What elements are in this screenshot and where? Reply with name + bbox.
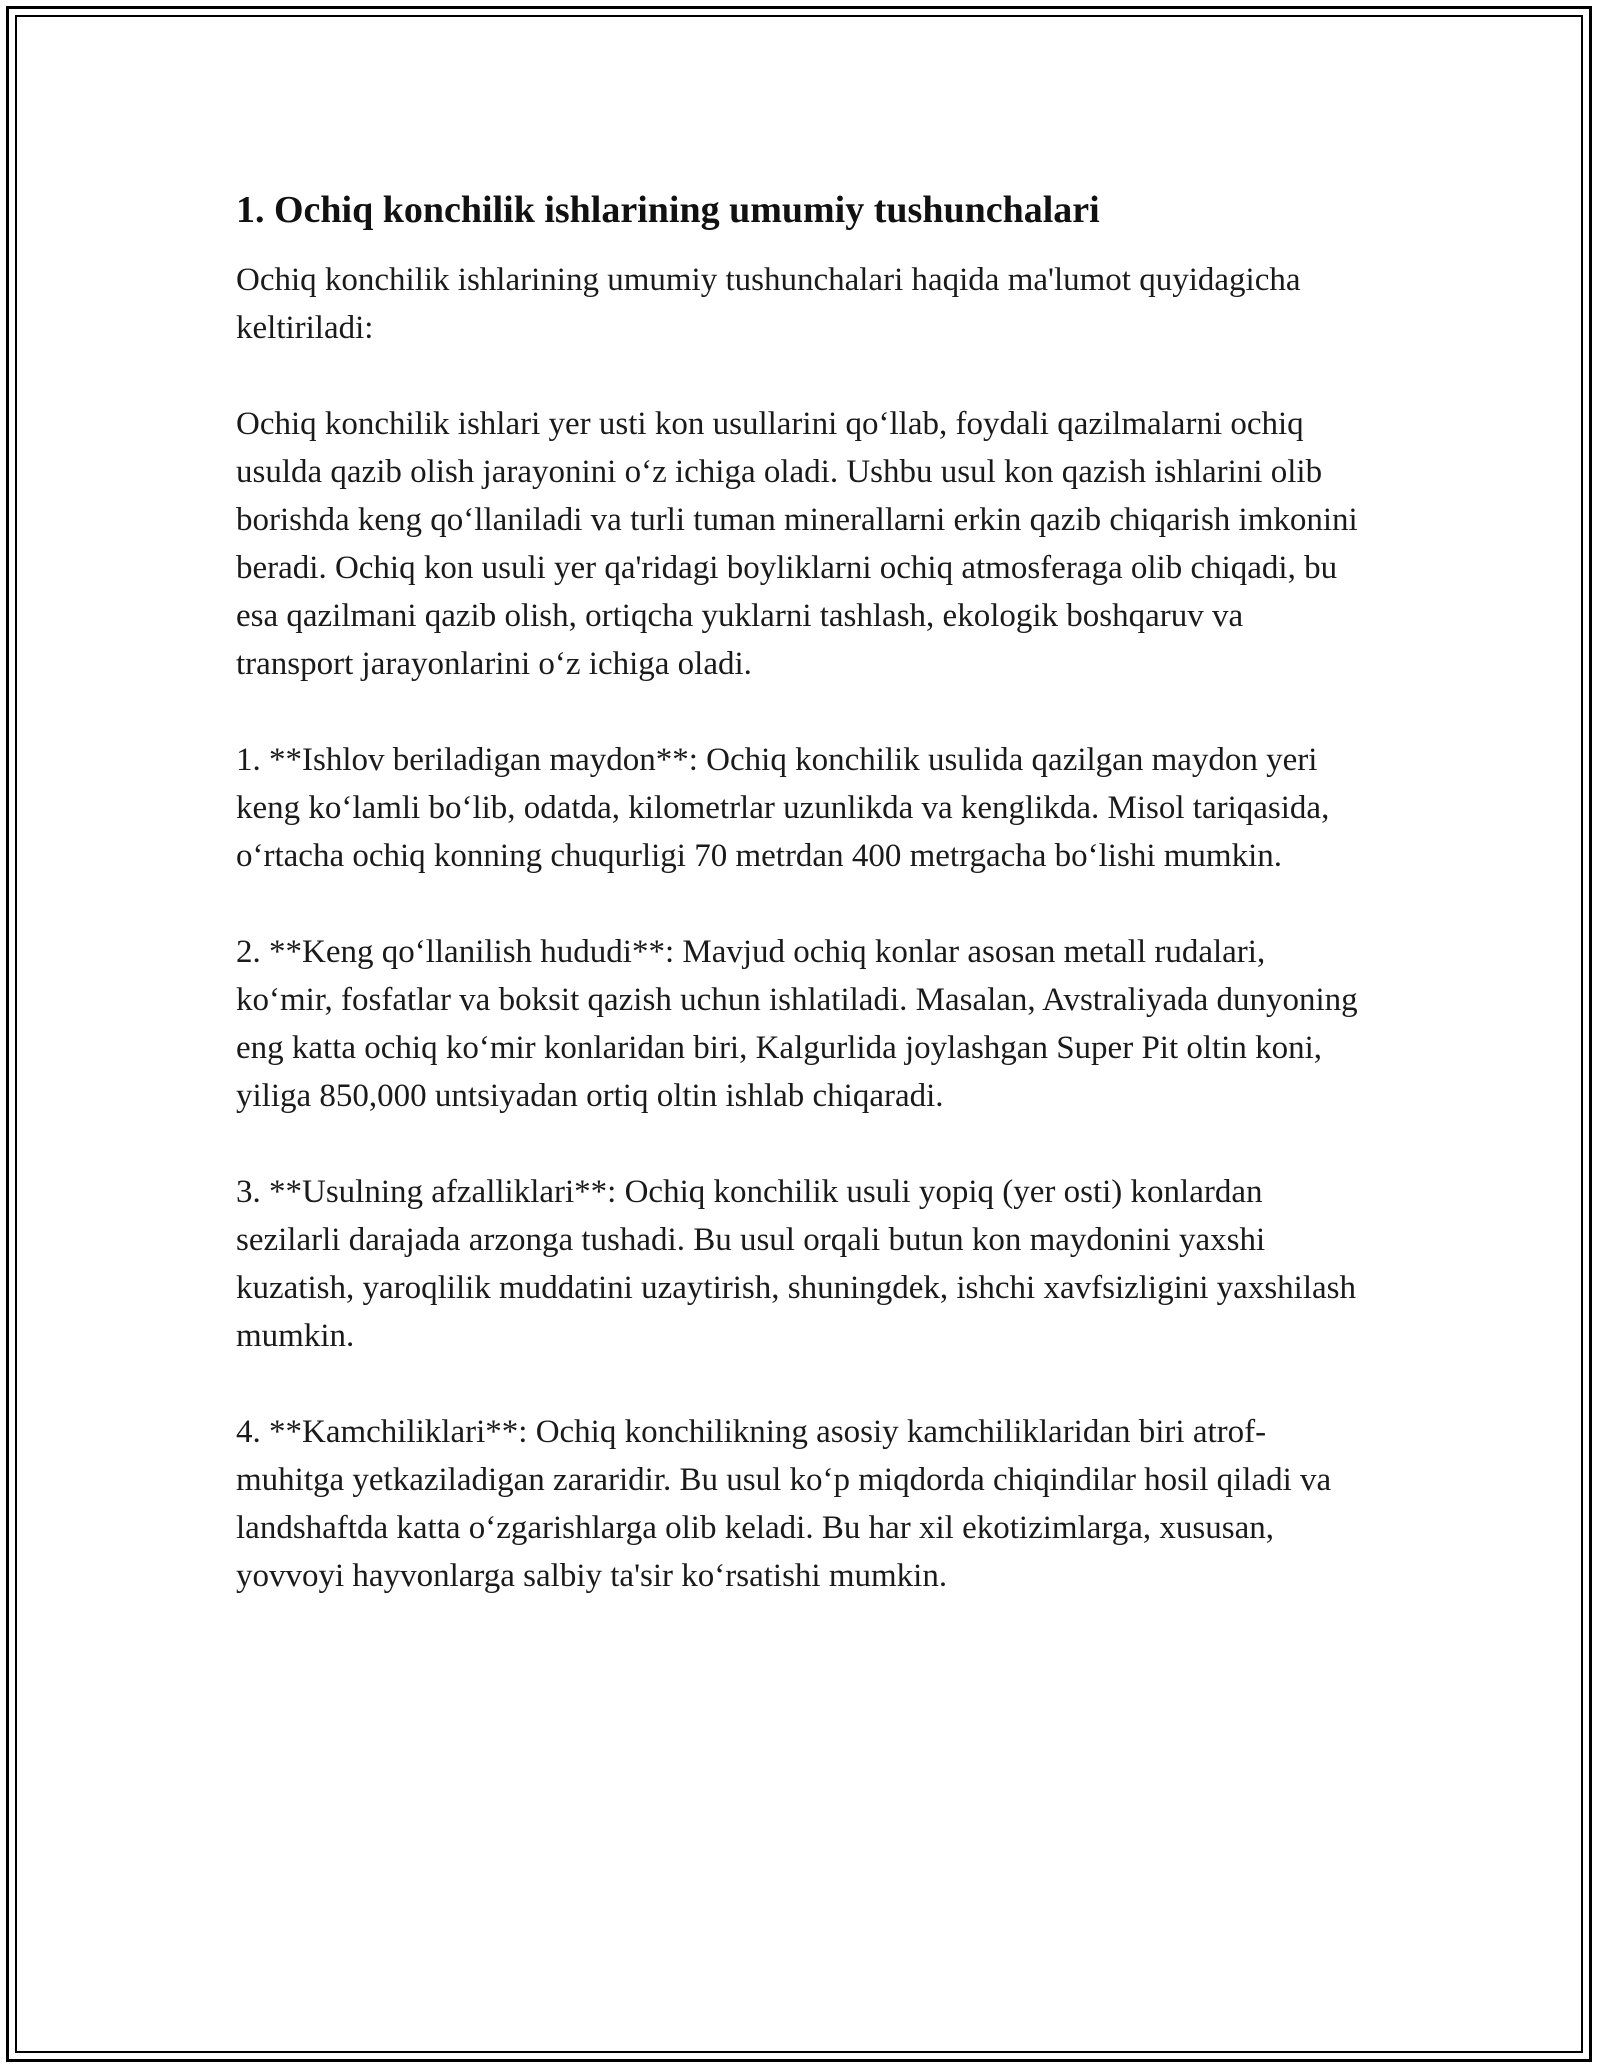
list-item-advantages: 3. **Usulning afzalliklari**: Ochiq konchilik usuli yopiq (yer osti) konlardan sezilarli darajada arzonga tushadi. Bu usul orqali butun kon maydonini yaxshi kuzatish, yaroqlilik muddatini uzaytirish, shuningdek, ishchi xavfsizligini yaxshilash mumkin. [236,1174,1357,1354]
list-item-work-area: 1. **Ishlov beriladigan maydon**: Ochiq konchilik usulida qazilgan maydon yeri keng ko‘lamli bo‘lib, odatda, kilometrlar uzunlikda va kenglikda. Misol tariqasida, o‘rtacha ochiq konning chuqurligi 70 metrdan 400 metrgacha bo‘lishi mumkin. [236,742,1330,874]
document-body [236,186,1366,1648]
list-item-disadvantages: 4. **Kamchiliklari**: Ochiq konchilikning asosiy kamchiliklaridan biri atrof-muhitga yetkaziladigan zararidir. Bu usul ko‘p miqdorda chiqindilar hosil qiladi va landshaftda katta o‘zgarishlarga olib keladi. Bu har xil ekotizimlarga, xususan, yovvoyi hayvonlarga salbiy ta'sir ko‘rsatishi mumkin. [236,1414,1332,1594]
section-heading: 1. Ochiq konchilik ishlarining umumiy tushunchalari [236,189,1100,231]
overview-paragraph: Ochiq konchilik ishlari yer usti kon usullarini qo‘llab, foydali qazilmalarni ochiq usulda qazib olish jarayonini o‘z ichiga oladi. Ushbu usul kon qazish ishlarini olib borishda keng qo‘llaniladi va turli tuman minerallarni erkin qazib chiqarish imkonini beradi. Ochiq kon usuli yer qa'ridagi boyliklarni ochiq atmosferaga olib chiqadi, bu esa qazilmani qazib olish, ortiqcha yuklarni tashlash, ekologik boshqaruv va transport jarayonlarini o‘z ichiga oladi. [236,406,1358,682]
list-item-application-area: 2. **Keng qo‘llanilish hududi**: Mavjud ochiq konlar asosan metall rudalari, ko‘mir, fosfatlar va boksit qazish uchun ishlatiladi. Masalan, Avstraliyada dunyoning eng katta ochiq ko‘mir konlaridan biri, Kalgurlida joylashgan Super Pit oltin koni, yiliga 850,000 untsiyadan ortiq oltin ishlab chiqaradi. [236,934,1358,1114]
intro-paragraph: Ochiq konchilik ishlarining umumiy tushunchalari haqida ma'lumot quyidagicha keltiriladi: [236,262,1301,346]
